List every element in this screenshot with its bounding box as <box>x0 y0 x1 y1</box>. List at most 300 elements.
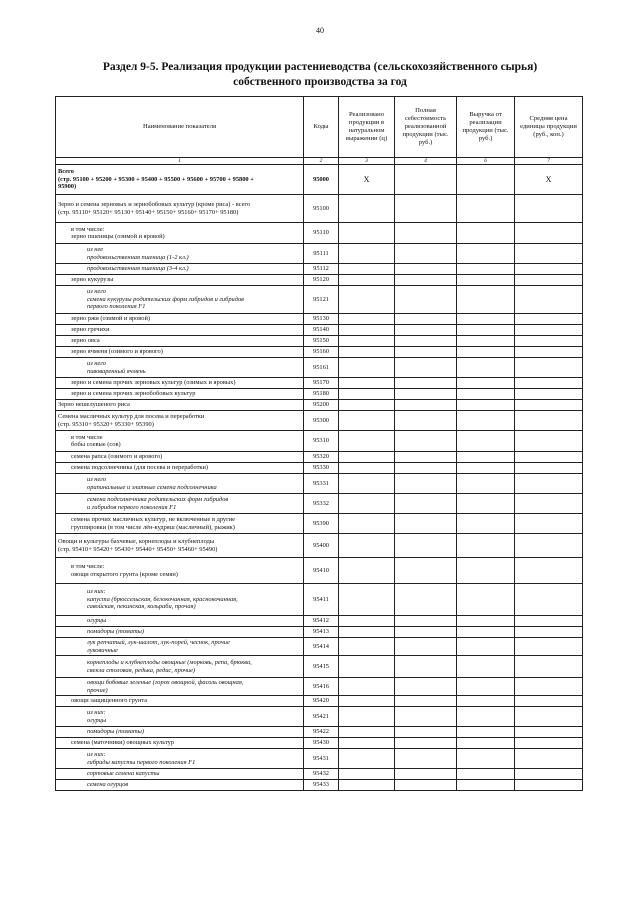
value-cell[interactable] <box>339 769 395 780</box>
row-code: 95430 <box>304 738 339 749</box>
row-label <box>56 347 304 358</box>
value-cell[interactable] <box>339 780 395 791</box>
table-row <box>56 275 583 286</box>
row-code: 95300 <box>304 411 339 431</box>
table-row <box>56 696 583 707</box>
value-cell[interactable] <box>339 431 395 452</box>
row-code: 95121 <box>304 286 339 314</box>
value-cell[interactable] <box>515 452 583 463</box>
row-code: 95400 <box>304 534 339 558</box>
table-row <box>56 627 583 638</box>
row-code: 95420 <box>304 696 339 707</box>
value-cell[interactable] <box>515 378 583 389</box>
value-cell[interactable] <box>339 358 395 378</box>
row-code: 95140 <box>304 325 339 336</box>
table-row <box>56 638 583 656</box>
table-row <box>56 738 583 749</box>
row-label <box>56 474 304 494</box>
value-cell[interactable] <box>395 678 457 696</box>
table-row <box>56 264 583 275</box>
row-label <box>56 411 304 431</box>
row-code: 95120 <box>304 275 339 286</box>
row-label <box>56 452 304 463</box>
row-label <box>56 769 304 780</box>
row-label <box>56 558 304 584</box>
row-code: 95180 <box>304 389 339 400</box>
table-row <box>56 223 583 244</box>
row-label-line: из них: <box>87 588 106 596</box>
value-cell[interactable] <box>515 411 583 431</box>
table-row <box>56 165 583 195</box>
value-cell[interactable] <box>515 400 583 411</box>
row-label <box>56 431 304 452</box>
table-body <box>56 165 583 791</box>
row-label-line: пивоваренный ячмень <box>87 367 146 375</box>
value-cell[interactable] <box>515 534 583 558</box>
value-cell[interactable] <box>457 358 515 378</box>
table-row <box>56 678 583 696</box>
table-row <box>56 514 583 534</box>
value-cell[interactable] <box>457 463 515 474</box>
value-cell[interactable] <box>457 389 515 400</box>
value-cell[interactable] <box>457 738 515 749</box>
row-label-line: зерно и семена прочих зернобобовых культур <box>71 390 196 398</box>
value-cell[interactable] <box>457 400 515 411</box>
value-cell[interactable] <box>457 534 515 558</box>
table-row <box>56 431 583 452</box>
value-cell[interactable] <box>339 738 395 749</box>
row-label <box>56 780 304 791</box>
value-cell[interactable] <box>457 378 515 389</box>
value-cell[interactable] <box>395 165 457 195</box>
value-cell[interactable] <box>395 558 457 584</box>
table-row <box>56 314 583 325</box>
value-cell[interactable] <box>395 275 457 286</box>
table-row <box>56 749 583 769</box>
value-cell[interactable] <box>395 325 457 336</box>
row-label <box>56 707 304 727</box>
col-number: 7 <box>515 158 583 165</box>
table-row <box>56 452 583 463</box>
row-label-line: из него <box>87 288 106 296</box>
table-row <box>56 347 583 358</box>
row-code: 95332 <box>304 494 339 514</box>
row-label <box>56 656 304 678</box>
value-cell[interactable] <box>515 616 583 627</box>
value-cell[interactable] <box>457 780 515 791</box>
col-number: 4 <box>395 158 457 165</box>
title-line-2: собственного производства за год <box>233 76 407 88</box>
table-row <box>56 780 583 791</box>
table-row <box>56 378 583 389</box>
row-label-line: Всего <box>58 168 74 176</box>
row-code: 95433 <box>304 780 339 791</box>
row-label-line: зерно ржи (озимой и яровой) <box>71 315 150 323</box>
value-cell[interactable] <box>515 584 583 616</box>
value-cell[interactable] <box>395 494 457 514</box>
value-cell[interactable] <box>339 452 395 463</box>
value-cell[interactable] <box>457 494 515 514</box>
value-cell[interactable] <box>395 452 457 463</box>
row-label-line: зерно ячменя (озимого и ярового) <box>71 348 163 356</box>
row-code: 95416 <box>304 678 339 696</box>
title-line-1: Раздел 9-5. Реализация продукции растениеводства (сельскохозяйственного сырья) <box>102 61 538 73</box>
row-code: 95330 <box>304 463 339 474</box>
value-cell[interactable] <box>457 558 515 584</box>
value-cell[interactable] <box>515 286 583 314</box>
row-code: 95111 <box>304 244 339 264</box>
value-cell[interactable] <box>339 514 395 534</box>
row-label <box>56 534 304 558</box>
row-label <box>56 264 304 275</box>
value-cell[interactable] <box>515 314 583 325</box>
value-cell[interactable] <box>395 195 457 223</box>
row-label <box>56 195 304 223</box>
row-label-line: из них: <box>87 709 106 717</box>
row-label-line: продовольственная пшеница (3-4 кл.) <box>87 265 189 273</box>
value-cell[interactable] <box>339 616 395 627</box>
row-label-line: и гибридов первого поколения F1 <box>87 503 177 511</box>
value-cell[interactable] <box>515 707 583 727</box>
row-label <box>56 165 304 195</box>
row-label <box>56 749 304 769</box>
value-cell[interactable] <box>457 584 515 616</box>
value-cell[interactable] <box>395 389 457 400</box>
value-cell[interactable] <box>457 452 515 463</box>
value-cell[interactable] <box>339 400 395 411</box>
value-cell[interactable] <box>339 411 395 431</box>
row-label-line: (стр. 95100 + 95200 + 95300 + 95400 + 95500 + 95600 + 95700 + 95800 + <box>58 175 254 183</box>
value-cell[interactable] <box>457 244 515 264</box>
value-cell[interactable] <box>457 696 515 707</box>
table-row <box>56 769 583 780</box>
row-label-line: (стр. 95410+ 95420+ 95430+ 95440+ 95450+ 95460+ 95490) <box>58 545 218 553</box>
value-cell[interactable] <box>395 696 457 707</box>
value-cell[interactable] <box>395 780 457 791</box>
value-cell[interactable] <box>395 264 457 275</box>
row-label-line: корнеплоды и клубнеплоды овощные (морковь, репа, брюква, <box>87 659 252 667</box>
row-label-line: в том числе: <box>71 225 105 233</box>
row-label-line: из него <box>87 476 106 484</box>
value-cell[interactable] <box>395 314 457 325</box>
row-label <box>56 494 304 514</box>
value-cell[interactable] <box>395 727 457 738</box>
row-label <box>56 738 304 749</box>
value-cell[interactable] <box>515 638 583 656</box>
row-label-line: семена огурцов <box>87 781 129 789</box>
value-cell[interactable] <box>395 400 457 411</box>
value-cell[interactable] <box>339 223 395 244</box>
row-code: 95000 <box>304 165 339 195</box>
value-cell[interactable] <box>339 494 395 514</box>
row-label <box>56 727 304 738</box>
table-row <box>56 534 583 558</box>
value-cell[interactable] <box>457 325 515 336</box>
value-cell[interactable] <box>395 378 457 389</box>
row-label-line: Овощи и культуры бахчевые, корнеплоды и клубнеплоды <box>58 538 215 546</box>
value-cell[interactable] <box>515 780 583 791</box>
row-label-line: из нее <box>87 246 104 254</box>
value-cell[interactable] <box>395 411 457 431</box>
value-cell[interactable] <box>339 638 395 656</box>
value-cell[interactable] <box>457 678 515 696</box>
value-cell[interactable] <box>339 749 395 769</box>
value-cell[interactable] <box>339 314 395 325</box>
value-cell[interactable] <box>457 275 515 286</box>
row-label-line: семена подсолнечника родительских форм гибридов <box>87 496 229 504</box>
value-cell[interactable] <box>457 638 515 656</box>
row-label-line: помидоры (томаты) <box>87 628 145 636</box>
row-label-line: из них: <box>87 751 106 759</box>
header-name: Наименование показателя <box>56 97 304 158</box>
row-label-line: Зерно и семена зерновых и зернобобовых культур (кроме риса) - всего <box>58 201 251 209</box>
value-cell[interactable] <box>339 656 395 678</box>
row-code: 95432 <box>304 769 339 780</box>
row-label-line: семена кукурузы родительских форм гибридов и гибридов <box>87 295 244 303</box>
value-cell[interactable] <box>395 616 457 627</box>
row-code: 95410 <box>304 558 339 584</box>
value-cell[interactable] <box>339 378 395 389</box>
value-cell[interactable] <box>395 514 457 534</box>
row-code: 95112 <box>304 264 339 275</box>
value-cell[interactable] <box>457 656 515 678</box>
value-cell[interactable] <box>515 195 583 223</box>
value-cell[interactable] <box>515 769 583 780</box>
value-cell[interactable] <box>339 244 395 264</box>
value-cell[interactable] <box>395 336 457 347</box>
row-label-line: огурцы <box>87 617 107 625</box>
row-code: 95431 <box>304 749 339 769</box>
row-label <box>56 514 304 534</box>
row-label-line: Зерно нешелушеного риса <box>58 401 130 409</box>
row-label-line: орипинальные и элитные семена подсолнечника <box>87 483 217 491</box>
col-number: 3 <box>339 158 395 165</box>
value-cell[interactable] <box>515 389 583 400</box>
value-cell[interactable] <box>339 534 395 558</box>
table-row <box>56 400 583 411</box>
value-cell[interactable] <box>457 286 515 314</box>
value-cell[interactable] <box>515 336 583 347</box>
value-cell[interactable] <box>457 727 515 738</box>
table-row <box>56 707 583 727</box>
table-row <box>56 727 583 738</box>
value-cell[interactable] <box>515 264 583 275</box>
value-cell[interactable] <box>515 244 583 264</box>
row-label-line: овощи бобовые зеленые (горох овощной, фасоль овощная, <box>87 679 244 687</box>
value-cell[interactable] <box>515 358 583 378</box>
cross-mark: X <box>339 165 395 195</box>
value-cell[interactable] <box>395 286 457 314</box>
value-cell[interactable] <box>339 627 395 638</box>
row-code: 95110 <box>304 223 339 244</box>
row-label-line: в том числе: <box>71 563 105 571</box>
row-label-line: (стр. 95110+ 95120+ 95130+ 95140+ 95150+ 95160+ 95170+ 95180) <box>58 208 239 216</box>
value-cell[interactable] <box>395 638 457 656</box>
value-cell[interactable] <box>395 534 457 558</box>
value-cell[interactable] <box>395 707 457 727</box>
row-label-line: первого поколения F1 <box>87 303 146 311</box>
value-cell[interactable] <box>515 494 583 514</box>
row-label-line: зерно овса <box>71 337 100 345</box>
value-cell[interactable] <box>339 286 395 314</box>
value-cell[interactable] <box>339 347 395 358</box>
row-code: 95160 <box>304 347 339 358</box>
value-cell[interactable] <box>395 358 457 378</box>
header-revenue: Выручка от реализации продукции (тыс. руб.) <box>457 97 515 158</box>
value-cell[interactable] <box>515 738 583 749</box>
value-cell[interactable] <box>395 656 457 678</box>
row-code: 95150 <box>304 336 339 347</box>
row-label-line: зерно кукурузы <box>71 276 114 284</box>
value-cell[interactable] <box>339 264 395 275</box>
section-title <box>60 60 580 90</box>
value-cell[interactable] <box>339 389 395 400</box>
header-cost: Полная себестоимость реализованной продукции (тыс. руб.) <box>395 97 457 158</box>
value-cell[interactable] <box>457 431 515 452</box>
page-number: 40 <box>316 26 324 35</box>
value-cell[interactable] <box>395 431 457 452</box>
col-number: 6 <box>457 158 515 165</box>
value-cell[interactable] <box>395 347 457 358</box>
row-label-line: зерно и семена прочих зерновых культур (озимых и яровых) <box>71 379 236 387</box>
value-cell[interactable] <box>339 727 395 738</box>
value-cell[interactable] <box>395 584 457 616</box>
value-cell[interactable] <box>339 275 395 286</box>
value-cell[interactable] <box>515 749 583 769</box>
row-label <box>56 463 304 474</box>
table-row <box>56 358 583 378</box>
value-cell[interactable] <box>395 749 457 769</box>
table-row <box>56 494 583 514</box>
row-label-line: бобы соевые (сов) <box>71 441 121 448</box>
row-label-line: помидоры (томаты) <box>87 728 145 736</box>
value-cell[interactable] <box>339 195 395 223</box>
value-cell[interactable] <box>457 769 515 780</box>
value-cell[interactable] <box>457 474 515 494</box>
row-code: 95331 <box>304 474 339 494</box>
value-cell[interactable] <box>515 558 583 584</box>
value-cell[interactable] <box>515 727 583 738</box>
row-label-line: семена рапса (озимого и ярового) <box>71 453 163 461</box>
row-label <box>56 325 304 336</box>
row-code: 95310 <box>304 431 339 452</box>
value-cell[interactable] <box>457 627 515 638</box>
cross-mark: X <box>515 165 583 195</box>
value-cell[interactable] <box>457 314 515 325</box>
value-cell[interactable] <box>515 223 583 244</box>
row-label-line: прочие) <box>87 686 108 694</box>
row-label <box>56 616 304 627</box>
row-label-line: из него <box>87 360 106 368</box>
value-cell[interactable] <box>395 474 457 494</box>
value-cell[interactable] <box>515 275 583 286</box>
header-natural: Реализовано продукции в натуральном выражении (ц) <box>339 97 395 158</box>
row-label <box>56 378 304 389</box>
value-cell[interactable] <box>457 165 515 195</box>
col-number: 1 <box>56 158 304 165</box>
value-cell[interactable] <box>457 749 515 769</box>
row-label <box>56 358 304 378</box>
value-cell[interactable] <box>457 514 515 534</box>
row-label <box>56 696 304 707</box>
row-code: 95421 <box>304 707 339 727</box>
value-cell[interactable] <box>515 463 583 474</box>
row-label-line: савойская, пекинская, кольраби, прочая) <box>87 603 196 611</box>
value-cell[interactable] <box>515 514 583 534</box>
row-code: 95320 <box>304 452 339 463</box>
table-row <box>56 389 583 400</box>
value-cell[interactable] <box>457 336 515 347</box>
value-cell[interactable] <box>339 336 395 347</box>
row-label <box>56 314 304 325</box>
row-code: 95100 <box>304 195 339 223</box>
value-cell[interactable] <box>339 463 395 474</box>
value-cell[interactable] <box>395 223 457 244</box>
row-code: 95161 <box>304 358 339 378</box>
value-cell[interactable] <box>515 474 583 494</box>
col-number: 2 <box>304 158 339 165</box>
value-cell[interactable] <box>457 264 515 275</box>
table-row <box>56 656 583 678</box>
row-label-line: сортовые семена капусты <box>87 770 160 778</box>
value-cell[interactable] <box>395 738 457 749</box>
value-cell[interactable] <box>395 463 457 474</box>
value-cell[interactable] <box>339 584 395 616</box>
value-cell[interactable] <box>395 769 457 780</box>
value-cell[interactable] <box>515 696 583 707</box>
row-code: 95413 <box>304 627 339 638</box>
row-label <box>56 678 304 696</box>
value-cell[interactable] <box>515 678 583 696</box>
value-cell[interactable] <box>515 431 583 452</box>
table-row <box>56 558 583 584</box>
value-cell[interactable] <box>395 627 457 638</box>
value-cell[interactable] <box>339 696 395 707</box>
value-cell[interactable] <box>457 411 515 431</box>
value-cell[interactable] <box>339 558 395 584</box>
row-label-line: продовольственная пшеница (1-2 кл.) <box>87 253 189 261</box>
value-cell[interactable] <box>457 616 515 627</box>
table-row <box>56 463 583 474</box>
value-cell[interactable] <box>339 707 395 727</box>
row-label-line: свекла столовая, редька, редис, прочие) <box>87 666 196 674</box>
value-cell[interactable] <box>457 195 515 223</box>
table-row <box>56 474 583 494</box>
value-cell[interactable] <box>457 347 515 358</box>
value-cell[interactable] <box>339 678 395 696</box>
value-cell[interactable] <box>515 627 583 638</box>
row-code: 95415 <box>304 656 339 678</box>
row-code: 95390 <box>304 514 339 534</box>
value-cell[interactable] <box>457 707 515 727</box>
value-cell[interactable] <box>339 325 395 336</box>
row-code: 95414 <box>304 638 339 656</box>
row-code: 95411 <box>304 584 339 616</box>
value-cell[interactable] <box>395 244 457 264</box>
row-label-line: овощи открытого грунта (кроме семян) <box>71 570 178 578</box>
value-cell[interactable] <box>515 347 583 358</box>
row-label-line: 95900) <box>58 183 77 191</box>
row-label-line: семена подсолнечника (для посева и переработки) <box>71 464 209 472</box>
row-label-line: (стр. 95310+ 95320+ 95330+ 95390) <box>58 420 154 428</box>
value-cell[interactable] <box>515 656 583 678</box>
value-cell[interactable] <box>339 474 395 494</box>
row-code: 95170 <box>304 378 339 389</box>
row-label-line: огурцы <box>87 716 107 724</box>
table-row <box>56 195 583 223</box>
value-cell[interactable] <box>515 325 583 336</box>
value-cell[interactable] <box>457 223 515 244</box>
